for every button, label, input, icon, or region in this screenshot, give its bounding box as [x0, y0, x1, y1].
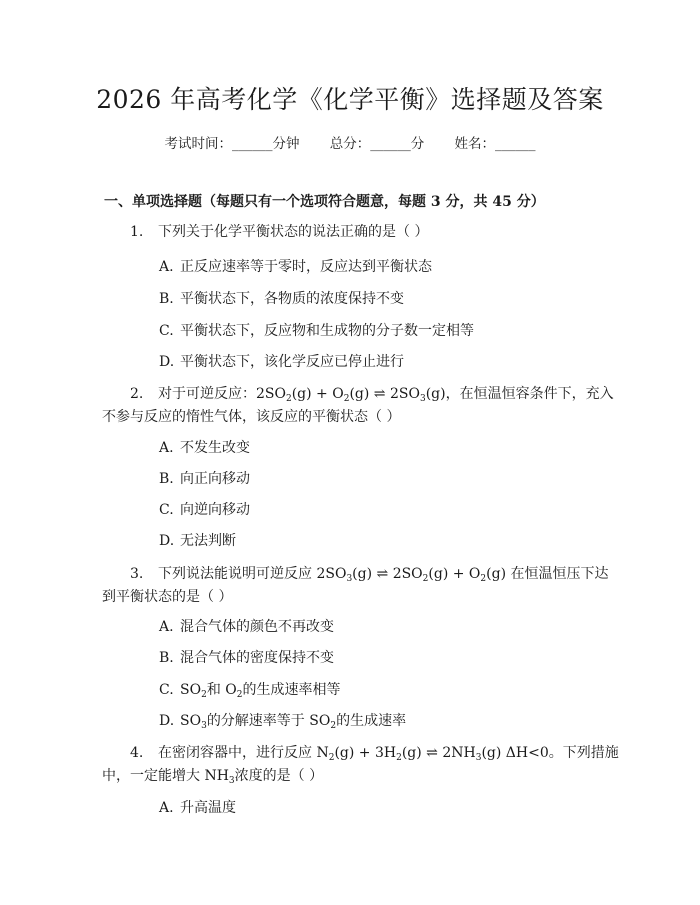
total-score-field: 总分：______分 [329, 136, 425, 152]
question-2: 2. 对于可逆反应：$2SO_2(g) + O_2(g)$ ⇌ $2SO_3(g)$，在恒温恒容条件下，充入 [130, 386, 614, 404]
question-number: 1. [130, 224, 144, 240]
page-title: 2026 年高考化学《化学平衡》选择题及答案 [96, 85, 604, 114]
question-2-option-c: C. 向逆向移动 [159, 502, 250, 518]
question-2-option-b: B. 向正向移动 [159, 471, 250, 487]
question-2-stem-line2: 不参与反应的惰性气体，该反应的平衡状态（ ） [102, 409, 401, 425]
question-1-option-a: A. 正反应速率等于零时，反应达到平衡状态 [159, 259, 432, 275]
question-2-option-d: D. 无法判断 [159, 533, 236, 549]
exam-time-field: 考试时间：______分钟 [164, 136, 300, 152]
question-3-stem-line2: 到平衡状态的是（ ） [102, 589, 233, 605]
question-number: 3. [130, 566, 144, 582]
question-number: 4. [130, 745, 144, 761]
question-1-option-d: D. 平衡状态下，该化学反应已停止进行 [159, 354, 404, 370]
section-heading: 一、单项选择题（每题只有一个选项符合题意，每题 3 分，共 45 分） [104, 194, 545, 210]
question-3-option-b: B. 混合气体的密度保持不变 [159, 650, 334, 666]
question-3-option-d: D. $SO_3$的分解速率等于 $SO_2$的生成速率 [159, 713, 407, 731]
total-score-blank: ______ [370, 136, 411, 152]
question-1-option-b: B. 平衡状态下，各物质的浓度保持不变 [159, 291, 404, 307]
question-4-option-a: A. 升高温度 [159, 800, 236, 816]
question-2-option-a: A. 不发生改变 [159, 440, 250, 456]
student-name-field: 姓名：______ [454, 136, 536, 152]
question-4-stem-line2: 中，一定能增大 $NH_3$浓度的是（ ） [102, 768, 324, 786]
question-3-option-c: C. $SO_2$和 $O_2$的生成速率相等 [159, 682, 341, 700]
question-3: 3. 下列说法能说明可逆反应 $2SO_3(g)$ ⇌ $2SO_2(g) + O_2(g)$ 在恒温恒压下达 [130, 566, 609, 584]
question-stem: 下列关于化学平衡状态的说法正确的是（ ） [158, 224, 429, 240]
question-4: 4. 在密闭容器中，进行反应 $N_2(g) + 3H_2(g)$ ⇌ $2NH_3(g)$ ΔH<0。下列措施 [130, 745, 619, 763]
exam-info-line [0, 132, 700, 152]
question-1-option-c: C. 平衡状态下，反应物和生成物的分子数一定相等 [159, 323, 474, 339]
exam-time-blank: ______ [231, 136, 273, 152]
question-1 [130, 221, 428, 241]
question-3-option-a: A. 混合气体的颜色不再改变 [159, 619, 334, 635]
question-number: 2. [130, 386, 144, 402]
student-name-blank: ______ [495, 136, 536, 152]
